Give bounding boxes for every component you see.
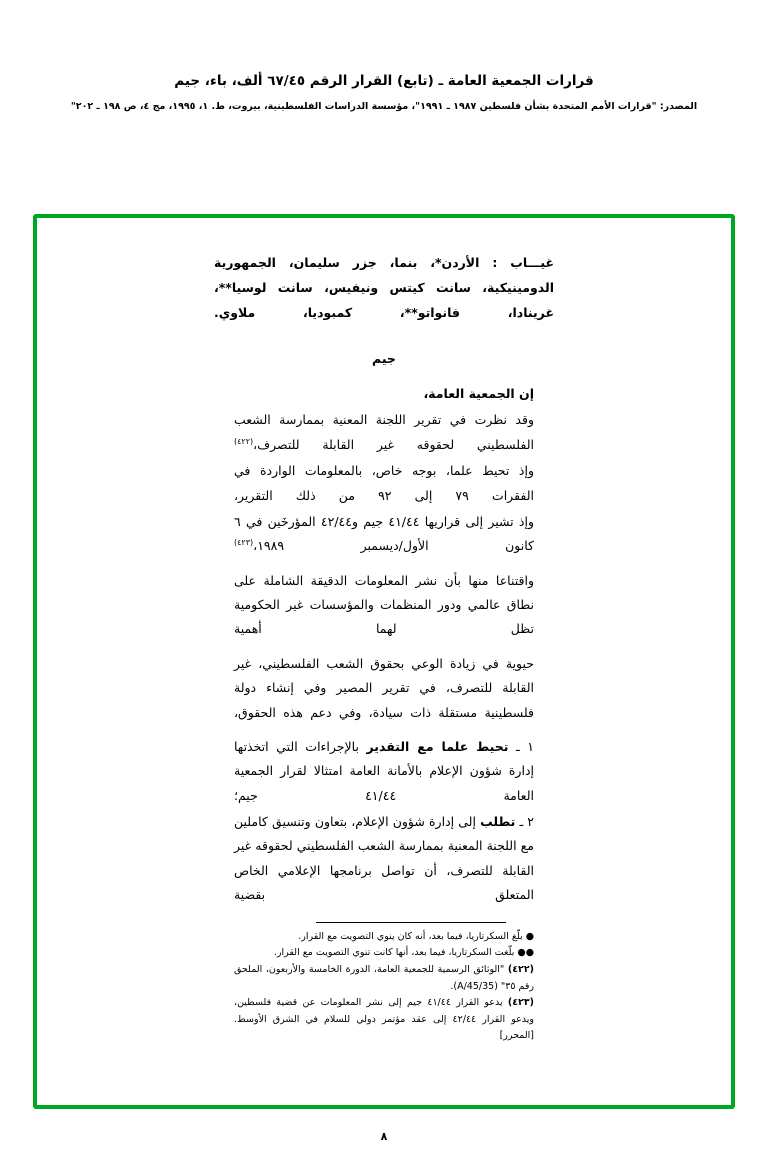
footnote-list [234,929,534,1045]
page-header [0,72,768,113]
operative-number: ١ ـ [508,738,534,754]
footnote-item [234,945,534,962]
paragraph-preamble-opening [234,382,534,406]
paragraph-recalling-resolutions [234,510,534,559]
footnote-divider [316,922,506,923]
paragraph-text: بالإجراءات التي اتخذتها إدارة شؤون الإعلام بالأمانة العامة امتثالا لقرار الجمعية العامة ٤١/٤٤ جيم؛ [234,738,534,803]
paragraph-noting-info [234,459,534,508]
footnote-marker: (٤٢٣) [507,997,534,1009]
paragraph-text: حيوية في زيادة الوعي بحقوق الشعب الفلسطيني، غير القابلة للتصرف، في تقرير المصير وفي إنشاء دولة فلسطينية مستقلة ذات سيادة، وفي دعم هذه الحقوق، [234,655,534,720]
paragraph-text: إلى إدارة شؤون الإعلام، بتعاون وتنسيق كاملين مع اللجنة المعنية بممارسة الشعب الفلسطيني لحقوقه غير القابلة للتصرف، أن تواصل برنامجها الإعلامي الخاص المتعلق بقضية [234,814,534,903]
paragraph-text: وإذ تشير إلى قراريها ٤١/٤٤ جيم و٤٢/٤٤ المؤرخَين في ٦ كانون الأول/ديسمبر ١٩٨٩، [234,513,534,554]
footnote-marker: ● [525,930,534,942]
paragraph-text: إن الجمعية العامة، [423,386,534,401]
document-page [0,72,768,1157]
footnote-ref-422: (٤٢٢) [234,436,254,446]
footnote-text: "الوثائق الرسمية للجمعية العامة، الدورة الخامسة والأربعون، الملحق رقم ٣٥" (A/45/35). [234,963,534,992]
footnote-marker: ●● [517,947,534,959]
footnote-ref-423: (٤٢٣) [234,538,254,548]
footnote-item [234,962,534,995]
paragraph-text: وإذ تحيط علما، بوجه خاص، بالمعلومات الواردة في الفقرات ٧٩ إلى ٩٢ من ذلك التقرير، [234,463,534,503]
operative-lead: تحيط علما مع التقدير [366,738,509,754]
resolution-text [234,382,534,908]
footnote-marker: (٤٢٢) [507,963,534,975]
page-number: ٨ [380,1130,388,1143]
source-line: المصدر: "قرارات الأمم المتحدة بشأن فلسطين ١٩٨٧ ـ ١٩٩١"، مؤسسة الدراسات الفلسطينية، بيروت، ط. ١، ١٩٩٥، مج ٤، ص ١٩٨ ـ ٢٠٢" [70,100,698,112]
footnotes-section [37,922,731,1045]
operative-paragraph-2 [234,810,534,908]
operative-paragraph-1 [234,735,534,808]
footnote-item [234,995,534,1045]
green-border-frame [33,214,735,1109]
absence-list [214,250,554,325]
footnote-text: يدعو القرار ٤١/٤٤ جيم إلى نشر المعلومات عن قضية فلسطين، ويدعو القرار ٤٢/٤٤ إلى عقد مؤتمر دولي للسلام في الشرق الأوسط. [المحرر] [234,997,534,1042]
section-letter: جيم [372,351,396,366]
absence-countries: الأردن*، بنما، جزر سليمان، الجمهورية الدومينيكية، سانت كيتس ونيفيس، سانت لوسيا**، غرينادا، فانواتو**، كمبوديا، ملاوي. [214,255,554,320]
paragraph-text: واقتناعا منها بأن نشر المعلومات الدقيقة الشاملة على نطاق عالمي ودور المنظمات والمؤسسات غير الحكومية تظل لهما أهمية [234,572,534,637]
operative-number: ٢ ـ [515,814,535,829]
paragraph-text: وقد نظرت في تقرير اللجنة المعنية بممارسة الشعب الفلسطيني لحقوقه غير القابلة للتصرف، [234,412,534,452]
paragraph-vital-awareness [234,652,534,725]
page-title: قرارات الجمعية العامة ـ (تابع) القرار الرقم ٦٧/٤٥ ألف، باء، جيم [174,73,594,89]
paragraph-convinced [234,569,534,642]
absence-label: غيـــاب : [492,255,554,270]
operative-lead: تطلب [480,814,516,829]
footnote-text: بلّغ السكرتاريا، فيما بعد، أنه كان ينوي التصويت مع القرار. [298,930,523,942]
paragraph-considering-report [234,408,534,457]
footnote-text: بلّغت السكرتاريا، فيما بعد، أنها كانت تنوي التصويت مع القرار. [273,947,515,959]
footnote-item [234,929,534,946]
